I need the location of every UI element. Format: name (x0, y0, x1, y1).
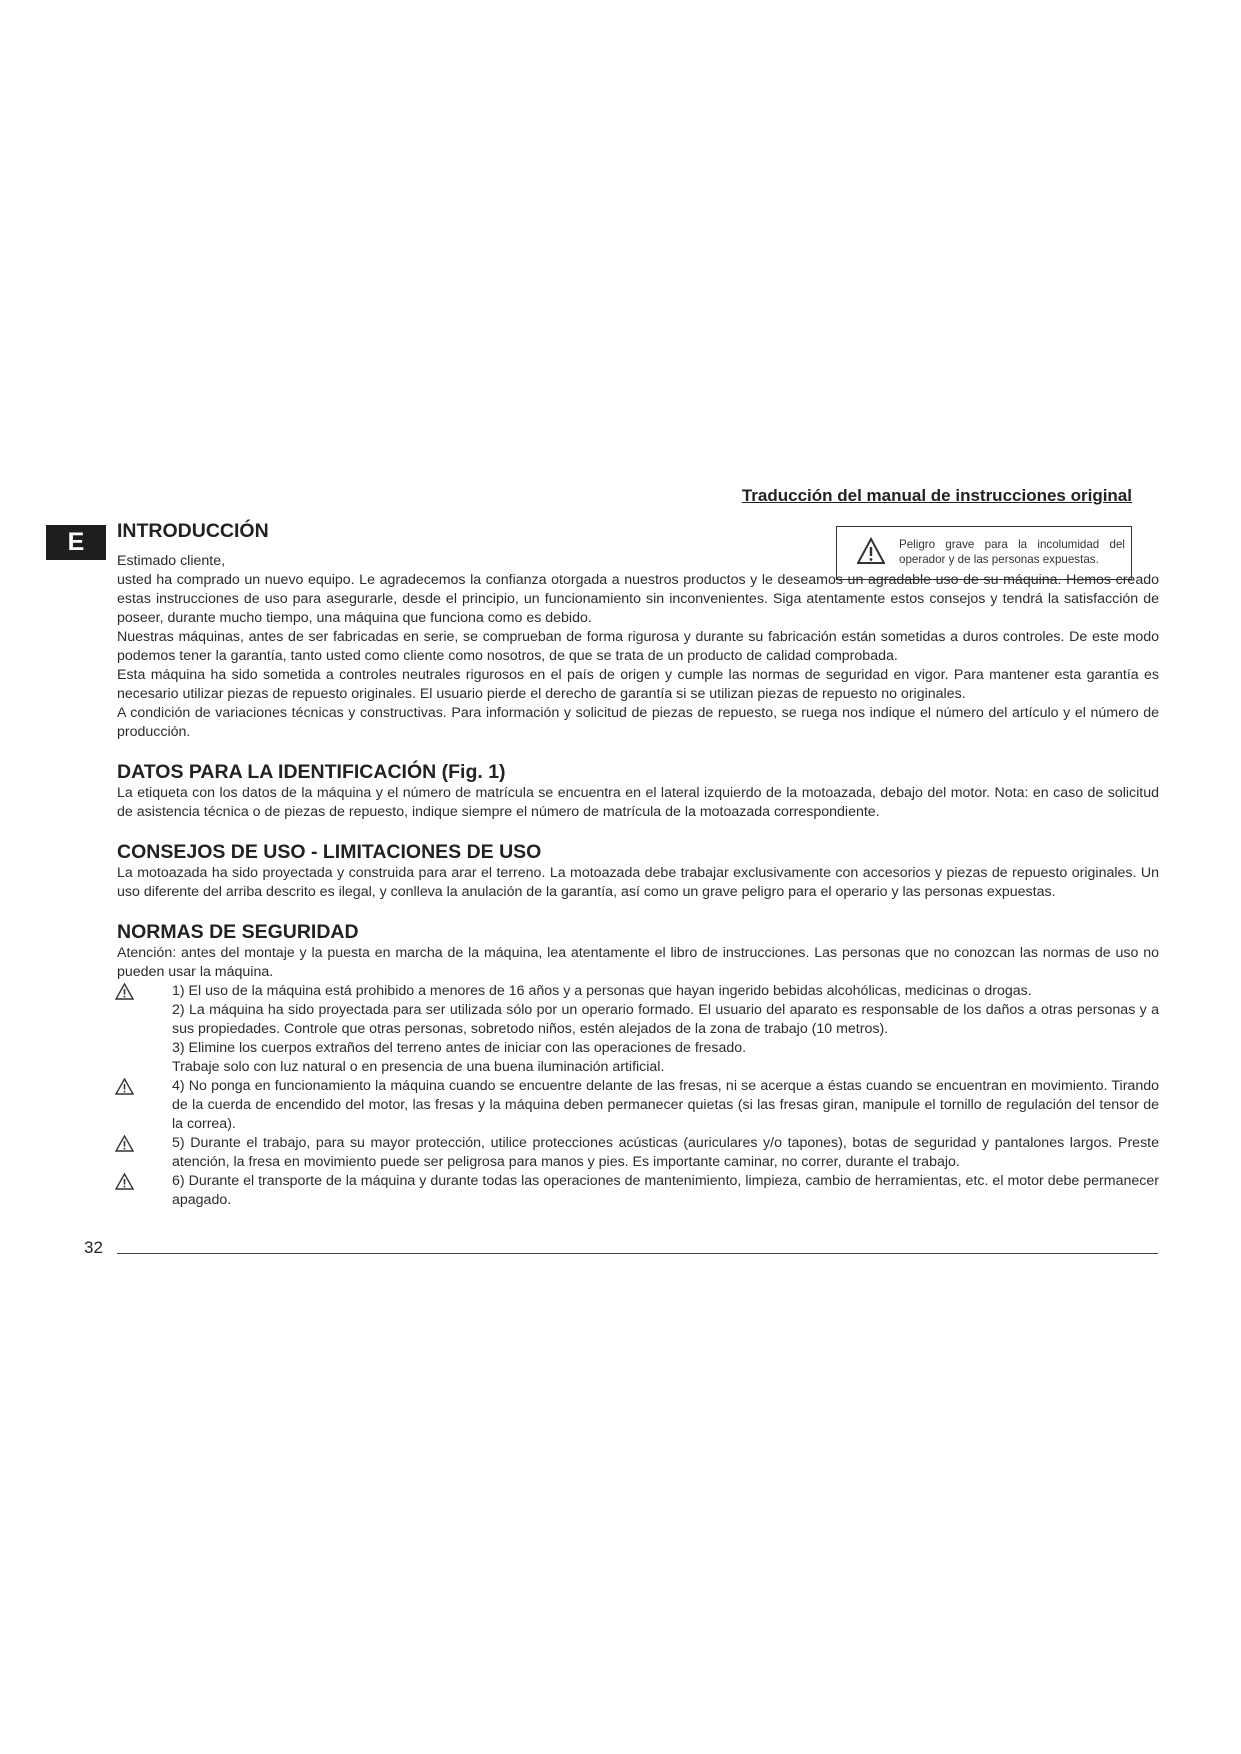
greeting: Estimado cliente, (117, 553, 226, 569)
safety-rule-item (117, 1172, 1159, 1210)
safety-rule-text: 2) La máquina ha sido proyectada para ser utilizada sólo por un operario formado. El usuario del aparato es responsable de los daños a otras personas y a sus propiedades. Controle que otras personas, sobretodo niños, estén alejados de la zona de trabajo (10 metros). (172, 1002, 1159, 1037)
safety-rule-item (117, 982, 1159, 1001)
heading-identification: DATOS PARA LA IDENTIFICACIÓN (Fig. 1) (117, 761, 506, 783)
footer-divider (117, 1253, 1158, 1254)
safety-rules-list (117, 982, 1159, 1210)
warning-triangle-icon (115, 1078, 134, 1095)
document-title: Traducción del manual de instrucciones original (741, 486, 1132, 505)
heading-usage: CONSEJOS DE USO - LIMITACIONES DE USO (117, 841, 542, 863)
safety-rule-text: Trabaje solo con luz natural o en presencia de una buena iluminación artificial. (172, 1059, 665, 1075)
language-tab: E (46, 525, 106, 560)
intro-paragraph: usted ha comprado un nuevo equipo. Le agradecemos la confianza otorgada a nuestros productos y le deseamos un agradable uso de su máquina. Hemos creado estas instrucciones de uso para asegurarle, desde el principio, un funcionamiento sin inconvenientes. Siga atentamente estos consejos y tendrá la satisfacción de poseer, durante mucho tiempo, una máquina que funciona como es debido. (117, 572, 1159, 626)
safety-rule-text: 1) El uso de la máquina está prohibido a menores de 16 años y a personas que hayan ingerido bebidas alcohólicas, medicinas o drogas. (172, 983, 1032, 999)
warning-triangle-icon (115, 1135, 134, 1152)
main-content (117, 519, 1159, 1210)
intro-paragraph: Nuestras máquinas, antes de ser fabricadas en serie, se comprueban de forma rigurosa y durante su fabricación están sometidas a duros controles. De este modo podemos tener la garantía, tanto usted como cliente como nosotros, de que se trata de un producto de calidad comprobada. (117, 629, 1159, 664)
intro-paragraph: A condición de variaciones técnicas y constructivas. Para información y solicitud de piezas de repuesto, se ruega nos indique el número del artículo y el número de producción. (117, 705, 1159, 740)
safety-rule-item (117, 1001, 1159, 1039)
heading-introduction: INTRODUCCIÓN (117, 520, 269, 542)
section-introduction (117, 519, 1159, 742)
section-usage (117, 840, 1159, 902)
warning-legend-text: Peligro grave para la incolumidad del operador y de las personas expuestas. (899, 538, 1125, 566)
safety-intro: Atención: antes del montaje y la puesta en marcha de la máquina, lea atentamente el libro de instrucciones. Las personas que no conozcan las normas de uso no pueden usar la máquina. (117, 945, 1159, 980)
intro-paragraph: Esta máquina ha sido sometida a controles neutrales rigurosos en el país de origen y cumple las normas de seguridad en vigor. Para mantener esta garantía es necesario utilizar piezas de repuesto originales. El usuario pierde el derecho de garantía si se utilizan piezas de repuesto no originales. (117, 667, 1159, 702)
section-safety (117, 920, 1159, 1210)
warning-triangle-icon (115, 983, 134, 1000)
warning-triangle-icon (115, 1173, 134, 1190)
safety-rule-text: 3) Elimine los cuerpos extraños del terreno antes de iniciar con las operaciones de fresado. (172, 1040, 747, 1056)
identification-text: La etiqueta con los datos de la máquina y el número de matrícula se encuentra en el lateral izquierdo de la motoazada, debajo del motor. Nota: en caso de solicitud de asistencia técnica o de piezas de repuesto, indique siempre el número de matrícula de la motoazada correspondiente. (117, 785, 1159, 820)
safety-rule-item (117, 1134, 1159, 1172)
page-number: 32 (84, 1238, 103, 1257)
heading-safety: NORMAS DE SEGURIDAD (117, 921, 359, 943)
safety-rule-text: 6) Durante el transporte de la máquina y durante todas las operaciones de mantenimiento, limpieza, cambio de herramientas, etc. el motor debe permanecer apagado. (172, 1173, 1159, 1208)
safety-rule-item (117, 1058, 1159, 1077)
safety-rule-text: 4) No ponga en funcionamiento la máquina cuando se encuentre delante de las fresas, ni se acerque a éstas cuando se encuentran en movimiento. Tirando de la cuerda de encendido del motor, las fresas y la máquina deben permanecer quietas (si las fresas giran, manipule el tornillo de regulación del tensor de la correa). (172, 1078, 1159, 1132)
usage-text: La motoazada ha sido proyectada y construida para arar el terreno. La motoazada debe trabajar exclusivamente con accesorios y piezas de repuesto originales. Un uso diferente del arriba descrito es ilegal, y conlleva la anulación de la garantía, así como un grave peligro para el operario y las personas expuestas. (117, 865, 1159, 900)
section-identification (117, 760, 1159, 822)
safety-rule-item (117, 1039, 1159, 1058)
safety-rule-text: 5) Durante el trabajo, para su mayor protección, utilice protecciones acústicas (auriculares y/o tapones), botas de seguridad y pantalones largos. Preste atención, la fresa en movimiento puede ser peligrosa para manos y pies. Es importante caminar, no correr, durante el trabajo. (172, 1135, 1159, 1170)
safety-rule-item (117, 1077, 1159, 1134)
